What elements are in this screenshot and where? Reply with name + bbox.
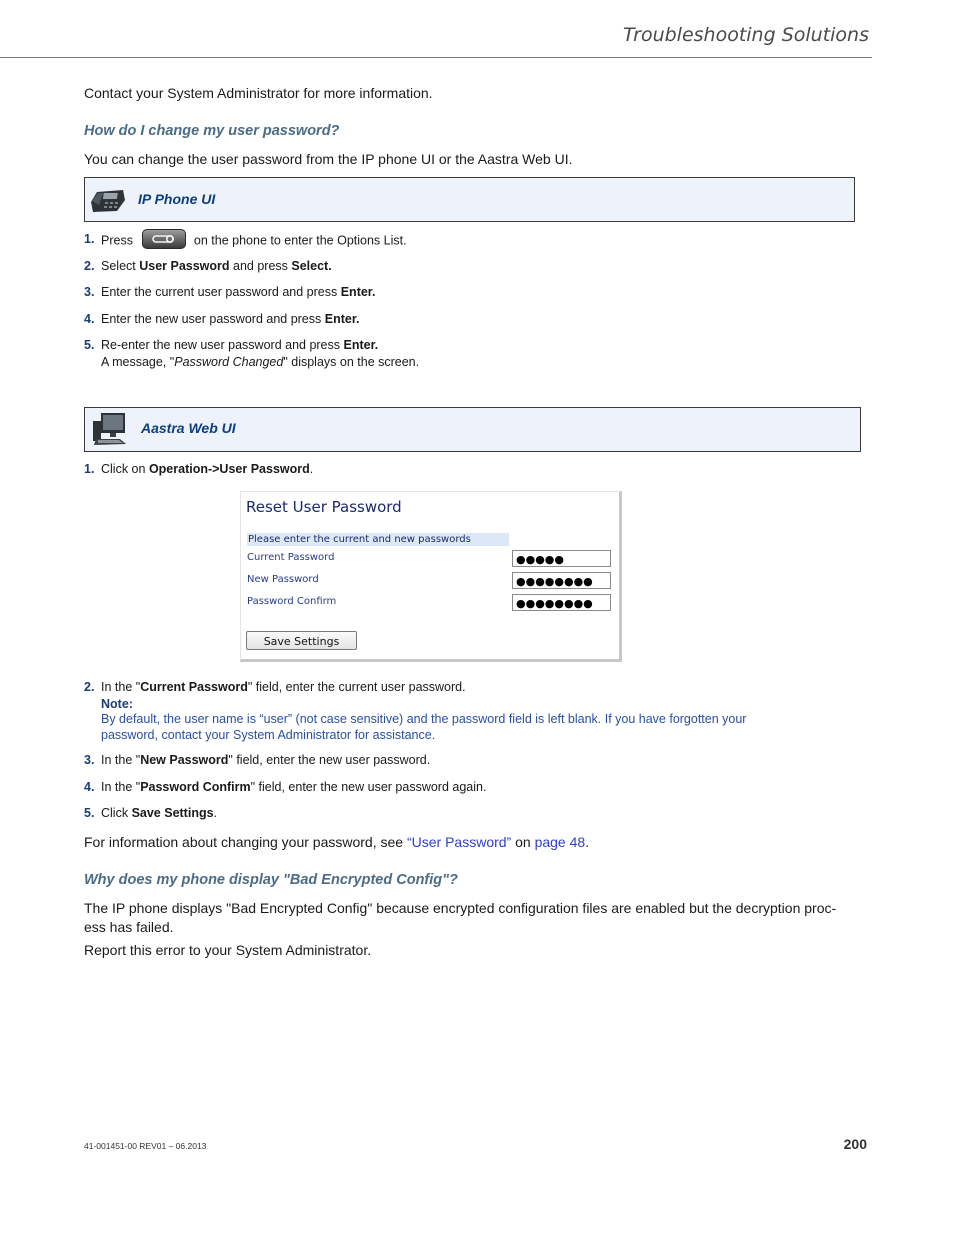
step-text: on the phone to enter the Options List. (193, 233, 407, 248)
note-heading: Note: (101, 697, 133, 711)
step-number: 1. (84, 232, 95, 246)
user-password-link[interactable]: “User Password” (406, 834, 512, 850)
step-bold: Save Settings (131, 806, 214, 820)
web-step-5 (84, 805, 804, 825)
step-italic: Password Changed (174, 355, 284, 369)
step-text: Enter the current user password and press (101, 285, 341, 299)
step-bold: Password Confirm (140, 780, 251, 794)
step-text: In the " (101, 780, 141, 794)
header-divider (0, 57, 872, 58)
step-text: Press (101, 233, 133, 248)
step-text: " field, enter the new user password again. (250, 780, 487, 794)
aastra-web-ui-section (84, 407, 861, 452)
step-bold: Select. (291, 259, 332, 273)
step-bold: Enter. (324, 312, 360, 326)
running-header-title: Troubleshooting Solutions (623, 24, 869, 46)
ip-phone-ui-section (84, 177, 855, 222)
step-text: A message, " (101, 355, 175, 369)
ip-step-1 (84, 231, 684, 251)
reset-user-password-screenshot (240, 491, 622, 662)
step-bold: User Password (139, 259, 230, 273)
step-bold: Operation->User Password (148, 462, 310, 476)
step-number: 4. (84, 780, 95, 794)
step-number: 3. (84, 285, 95, 299)
step-number: 3. (84, 753, 95, 767)
bad-config-explanation-line1: The IP phone displays "Bad Encrypted Config" because encrypted configuration files are enabled but the decryption proc- (84, 900, 837, 916)
step-bold: New Password (140, 753, 229, 767)
step-text: " field, enter the current user password. (247, 680, 466, 694)
step-text: . (309, 462, 314, 476)
bad-config-explanation-line2: ess has failed. (84, 919, 174, 935)
step-text: " displays on the screen. (283, 355, 420, 369)
save-settings-button[interactable]: Save Settings (246, 631, 357, 650)
step-bold: Enter. (340, 285, 376, 299)
current-password-label: Current Password (247, 552, 335, 563)
step-number: 2. (84, 259, 95, 273)
ip-step-3 (84, 284, 684, 304)
step-text: In the " (101, 753, 141, 767)
question-change-password: How do I change my user password? (84, 123, 340, 139)
document-code: 41-001451-00 REV01 – 06.2013 (84, 1141, 207, 1151)
info-text: For information about changing your password, see (84, 834, 407, 850)
web-step-1 (84, 461, 684, 481)
question-bad-encrypted-config: Why does my phone display "Bad Encrypted Config"? (84, 872, 458, 888)
step-text: Click (101, 806, 132, 820)
step-text: Enter the new user password and press (101, 312, 325, 326)
new-password-label: New Password (247, 574, 319, 585)
web-step-3 (84, 752, 804, 772)
step-text: . (213, 806, 218, 820)
new-password-field[interactable]: ●●●●●●●● (512, 572, 611, 589)
page-number: 200 (843, 1136, 867, 1152)
ip-step-2 (84, 258, 684, 278)
options-key-icon (142, 229, 186, 249)
instruction-text: Please enter the current and new passwords (248, 534, 471, 545)
step-text: In the " (101, 680, 141, 694)
info-text: on (511, 834, 535, 850)
password-info-text (84, 833, 589, 852)
note-body: By default, the user name is “user” (not case sensitive) and the password field is left blank. If you have forgotten your password, contact your System Administrator for assistance. (101, 712, 747, 742)
aastra-web-ui-label: Aastra Web UI (141, 420, 236, 436)
ip-phone-ui-label: IP Phone UI (138, 191, 216, 207)
step-text: and press (229, 259, 292, 273)
instruction-bar (247, 533, 509, 546)
step-number: 5. (84, 806, 95, 820)
current-password-field[interactable]: ●●●●● (512, 550, 611, 567)
info-text: . (585, 834, 590, 850)
password-confirm-field[interactable]: ●●●●●●●● (512, 594, 611, 611)
step-number: 4. (84, 312, 95, 326)
step-bold: Enter. (343, 338, 379, 352)
desk-phone-icon (89, 184, 127, 214)
step-text: Select (101, 259, 140, 273)
ip-step-5 (84, 337, 684, 373)
computer-icon (90, 411, 128, 447)
report-error-text: Report this error to your System Administrator. (84, 942, 372, 958)
web-step-2 (84, 679, 804, 699)
web-step-4 (84, 779, 804, 799)
ip-step-4 (84, 311, 684, 331)
step-number: 2. (84, 680, 95, 694)
password-confirm-label: Password Confirm (247, 596, 337, 607)
step-text: Click on (101, 462, 149, 476)
question-change-password-text: You can change the user password from the IP phone UI or the Aastra Web UI. (84, 151, 573, 167)
step-number: 1. (84, 462, 95, 476)
step-number: 5. (84, 338, 95, 352)
step-text: Re-enter the new user password and press (101, 338, 344, 352)
step-bold: Current Password (140, 680, 248, 694)
reset-password-title: Reset User Password (246, 498, 402, 516)
step-text: " field, enter the new user password. (228, 753, 431, 767)
page-48-link[interactable]: page 48 (534, 834, 586, 850)
intro-text: Contact your System Administrator for more information. (84, 85, 433, 101)
